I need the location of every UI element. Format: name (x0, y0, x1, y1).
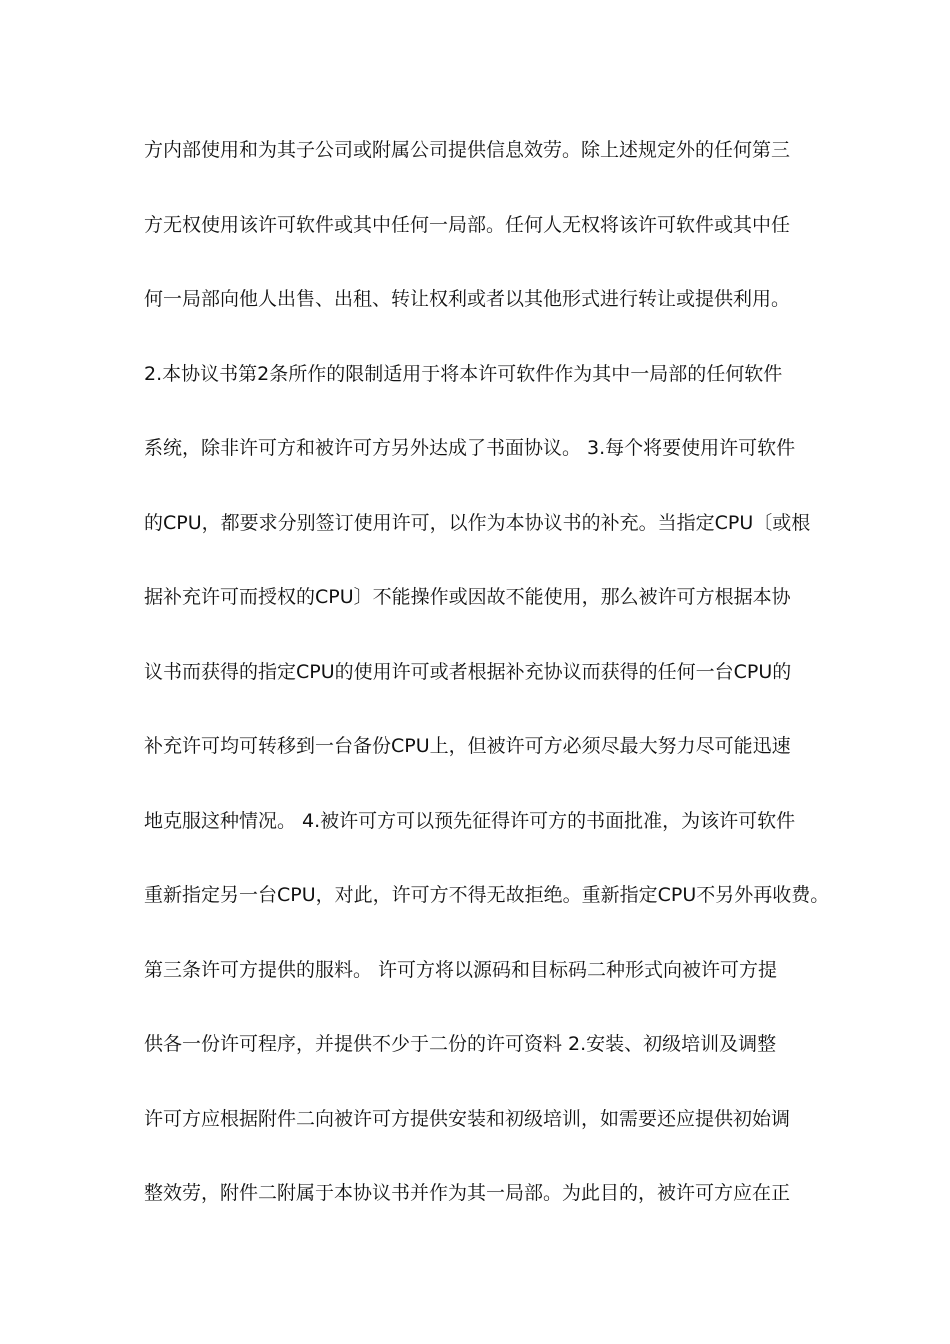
text-line-9: 补充许可均可转移到一台备份CPU上，但被许可方必须尽最大努力尽可能迅速 (144, 735, 791, 757)
text-line-15: 整效劳，附件二附属于本协议书并作为其一局部。为此目的，被许可方应在正 (144, 1182, 791, 1204)
text-line-5: 系统，除非许可方和被许可方另外达成了书面协议。 3.每个将要使用许可软件 (144, 437, 796, 459)
text-line-1: 方内部使用和为其子公司或附属公司提供信息效劳。除上述规定外的任何第三 (144, 139, 791, 161)
text-line-12: 第三条许可方提供的服料。 许可方将以源码和目标码二种形式向被许可方提 (144, 958, 778, 981)
text-line-13: 供各一份许可程序，并提供不少于二份的许可资料 2.安装、初级培训及调整 (144, 1033, 777, 1055)
text-line-11: 重新指定另一台CPU，对此，许可方不得无故拒绝。重新指定CPU不另外再收费。 (144, 884, 830, 906)
text-line-3: 何一局部向他人出售、出租、转让权利或者以其他形式进行转让或提供利用。 (144, 288, 791, 310)
text-line-14: 许可方应根据附件二向被许可方提供安装和初级培训，如需要还应提供初始调 (144, 1107, 791, 1130)
text-line-7: 据补充许可而授权的CPU〕不能操作或因故不能使用，那么被许可方根据本协 (144, 586, 791, 608)
text-line-4: 2.本协议书第2条所作的限制适用于将本许可软件作为其中一局部的任何软件 (144, 362, 783, 385)
text-line-8: 议书而获得的指定CPU的使用许可或者根据补充协议而获得的任何一台CPU的 (144, 660, 792, 683)
body-text (144, 132, 830, 1250)
text-line-6: 的CPU，都要求分别签订使用许可，以作为本协议书的补充。当指定CPU〔或根 (144, 511, 811, 534)
text-line-10: 地克服这种情况。 4.被许可方可以预先征得许可方的书面批准，为该许可软件 (144, 809, 796, 832)
text-line-2: 方无权使用该许可软件或其中任何一局部。任何人无权将该许可软件或其中任 (144, 213, 791, 236)
